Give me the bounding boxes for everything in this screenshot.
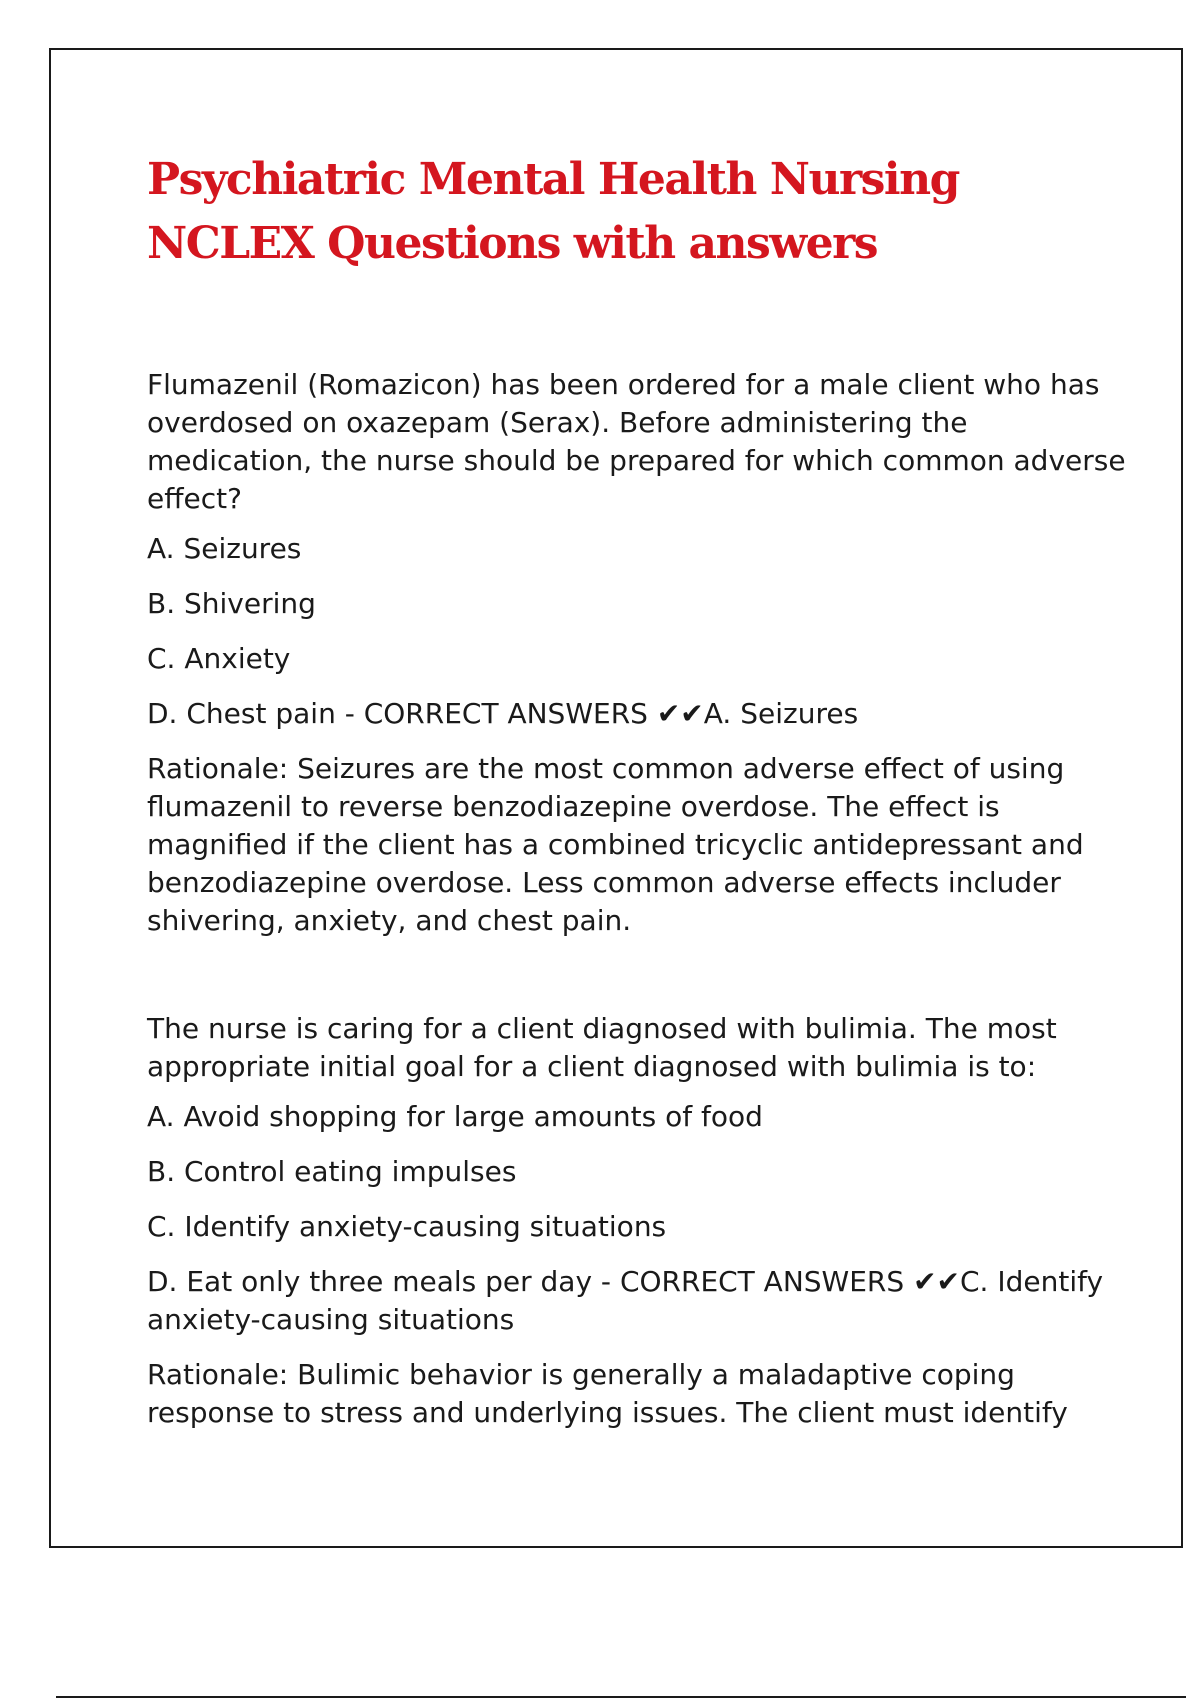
document-title: Psychiatric Mental Health Nursing NCLEX Questions with answers [147, 154, 959, 269]
answer-option-d: D. Eat only three meals per day - CORRECT ANSWERS ✔✔C. Identify anxiety-causing situations [147, 1265, 1112, 1336]
answer-option-d: D. Chest pain - CORRECT ANSWERS ✔✔A. Seizures [147, 697, 859, 730]
rationale-text: Rationale: Bulimic behavior is generally a maladaptive coping response to stress and underlying issues. The client must identify [147, 1358, 1068, 1429]
question-stem: Flumazenil (Romazicon) has been ordered for a male client who has overdosed on oxazepam (Serax). Before administering the medication, the nurse should be prepared for which common adverse effect? [147, 368, 1135, 515]
next-page-edge [56, 1696, 1186, 1698]
answer-option-b: B. Control eating impulses [147, 1155, 517, 1188]
rationale-text: Rationale: Seizures are the most common adverse effect of using flumazenil to reverse benzodiazepine overdose. The effect is magnified if the client has a combined tricyclic antidepressant and benzodiazepine overdose. Less common adverse effects includer shivering, anxiety, and chest pain. [147, 752, 1093, 937]
question-stem: The nurse is caring for a client diagnosed with bulimia. The most appropriate initial goal for a client diagnosed with bulimia is to: [147, 1012, 1066, 1083]
answer-option-b: B. Shivering [147, 587, 316, 620]
answer-option-c: C. Anxiety [147, 642, 291, 675]
question-block-1 [147, 366, 1137, 940]
answer-option-c: C. Identify anxiety-causing situations [147, 1210, 667, 1243]
question-block-2 [147, 1010, 1137, 1432]
page-frame [49, 48, 1183, 1548]
answer-option-a: A. Avoid shopping for large amounts of food [147, 1100, 763, 1133]
answer-option-a: A. Seizures [147, 532, 302, 565]
